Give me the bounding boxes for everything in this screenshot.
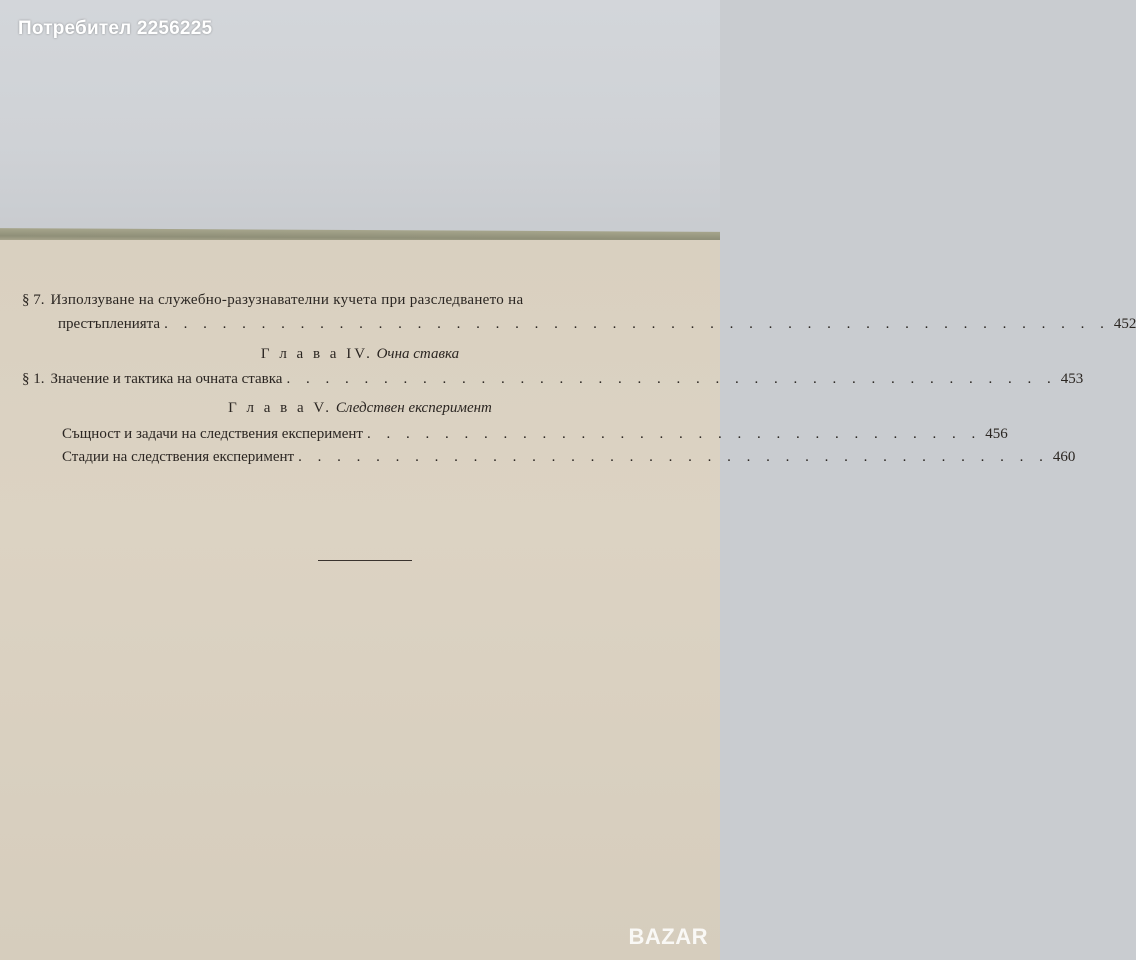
dot-leader: . . . . . . . . . . . . . . . . . . . . . . . . . . . . . . . . . . . . . . . . (286, 371, 1057, 387)
toc-entry-line (58, 316, 1136, 333)
table-of-contents (0, 240, 1136, 960)
dot-leader: . . . . . . . . . . . . . . . . . . . . . . . . . . . . . . . . . . . . . . . (298, 449, 1049, 465)
chapter-heading (0, 400, 720, 417)
entry-title: Същност и задачи на следствения експеримент (62, 426, 363, 442)
section-number: § 1. (22, 371, 45, 387)
chapter-title: Очна ставка (376, 346, 460, 362)
entry-title-continued: престъпленията (58, 316, 161, 332)
end-divider-line (318, 560, 412, 561)
page-number: 460 (1052, 449, 1076, 465)
page-number: 456 (985, 426, 1008, 442)
toc-entry-line (62, 426, 1008, 443)
user-watermark: Потребител 2256225 (18, 18, 213, 39)
bazar-logo: BAZAR (628, 924, 708, 949)
dot-leader: . . . . . . . . . . . . . . . . . . . . . . . . . . . . . . . . (366, 426, 982, 442)
dot-leader: . . . . . . . . . . . . . . . . . . . . . . . . . . . . . . . . . . . . . . . . . . . . . . . . . (164, 316, 1110, 332)
entry-title: Значение и тактика на очната ставка (50, 371, 283, 387)
page-number: 453 (1060, 371, 1084, 387)
book-page (0, 240, 1136, 960)
section-number: § 7. (22, 292, 45, 308)
chapter-title: Следствен експеримент (335, 400, 492, 416)
entry-title: Стадии на следствения експеримент (62, 449, 295, 465)
toc-entry-line (62, 449, 1076, 466)
entry-title: Използуване на служебно-разузнавателни кучета при разследването на (50, 292, 524, 308)
chapter-heading (0, 346, 720, 363)
chapter-label: Г л а в а IV. (260, 346, 373, 362)
page-number: 452 (1113, 316, 1136, 332)
chapter-label: Г л а в а V. (228, 400, 333, 416)
toc-entry-line (22, 371, 1084, 388)
toc-entry-line (22, 292, 702, 309)
